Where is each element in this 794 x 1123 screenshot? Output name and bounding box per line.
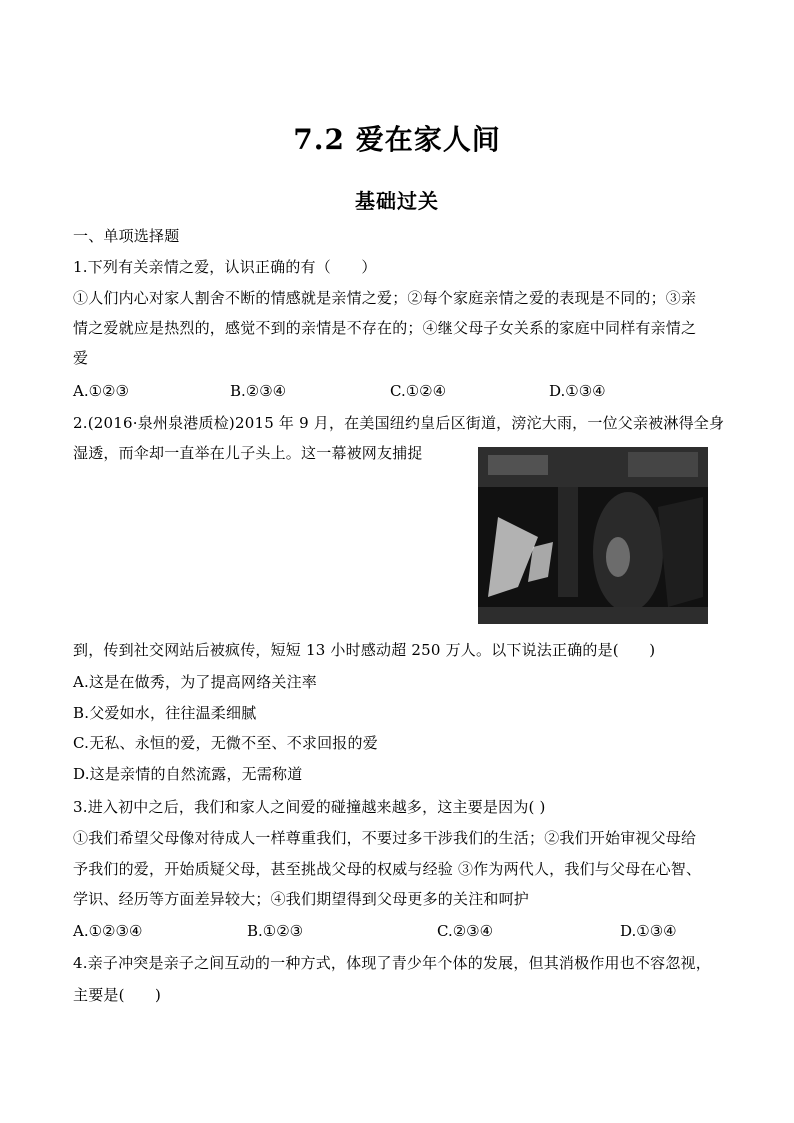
question-1-line: ①人们内心对家人割舍不断的情感就是亲情之爱；②每个家庭亲情之爱的表现是不同的；③亲 [73,289,697,307]
question-4-line: 4.亲子冲突是亲子之间互动的一种方式，体现了青少年个体的发展，但其消极作用也不容忽视， [73,954,711,972]
question-1-option-a: A.①②③ [73,382,129,400]
section-heading: 一、单项选择题 [73,227,180,245]
question-3-option-a: A.①②③④ [73,922,143,940]
question-2-option-b: B.父爱如水，往往温柔细腻 [73,704,257,722]
page-title: 7.2 爱在家人间 [293,123,501,156]
question-2-option-a: A.这是在做秀，为了提高网络关注率 [73,673,318,691]
question-3-line: 予我们的爱，开始质疑父母，甚至挑战父母的权威与经验 ③作为两代人，我们与父母在心智、 [73,860,702,878]
question-3-option-d: D.①③④ [620,922,677,940]
question-2-option-d: D.这是亲情的自然流露，无需称道 [73,765,303,783]
rain-umbrella-photo [478,447,708,624]
question-3-line: 学识、经历等方面差异较大；④我们期望得到父母更多的关注和呵护 [73,890,530,908]
question-1-option-d: D.①③④ [549,382,606,400]
question-2-option-c: C.无私、永恒的爱，无微不至、不求回报的爱 [73,734,378,752]
question-1-stem: 1.下列有关亲情之爱，认识正确的有（ ） [73,258,377,276]
question-1-line: 情之爱就应是热烈的，感觉不到的亲情是不存在的；④继父母子女关系的家庭中同样有亲情之 [73,319,697,337]
question-3-line: ①我们希望父母像对待成人一样尊重我们，不要过多干涉我们的生活；②我们开始审视父母给 [73,829,697,847]
question-3-option-c: C.②③④ [437,922,494,940]
question-2-line: 湿透，而伞却一直举在儿子头上。这一幕被网友捕捉 [73,444,423,462]
question-3-option-b: B.①②③ [247,922,304,940]
question-2-line: 到，传到社交网站后被疯传，短短 13 小时感动超 250 万人。以下说法正确的是( ) [73,641,656,659]
news-photo [478,447,708,624]
question-4-line: 主要是( ) [73,986,162,1004]
question-1-option-c: C.①②④ [390,382,447,400]
section-subtitle: 基础过关 [355,189,439,213]
question-2-line: 2.(2016·泉州泉港质检)2015 年 9 月，在美国纽约皇后区街道，滂沱大雨，一位父亲被淋得全身 [73,414,725,432]
question-1-line: 爱 [73,349,89,367]
question-3-stem: 3.进入初中之后，我们和家人之间爱的碰撞越来越多，这主要是因为( ) [73,798,546,816]
question-1-option-b: B.②③④ [230,382,287,400]
